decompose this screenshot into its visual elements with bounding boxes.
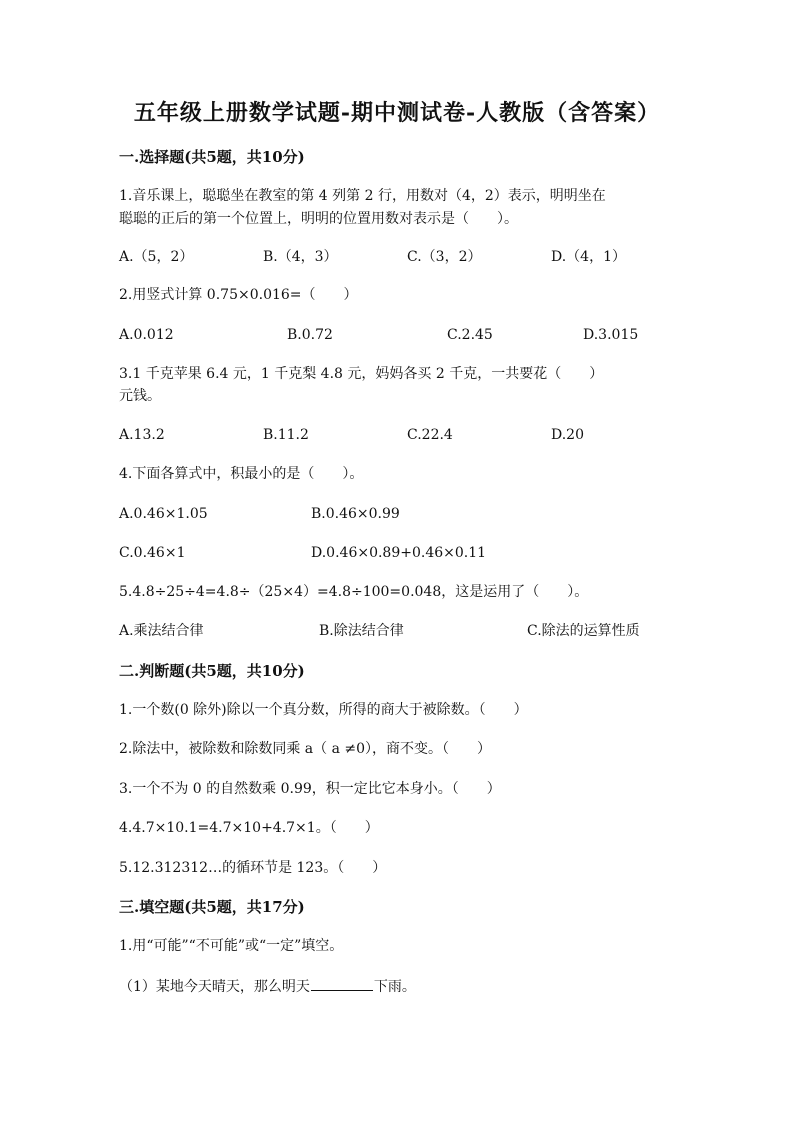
section-heading-judgement: 二.判断题(共5题，共10分) [119, 662, 305, 680]
question-text: 元钱。 [119, 388, 161, 404]
option-a: A.13.2 [119, 427, 165, 443]
option-c: C.22.4 [407, 427, 453, 443]
option-c: C.0.46×1 [119, 545, 186, 561]
option-b: B.（4，3） [263, 249, 338, 265]
option-a: A.（5，2） [119, 249, 194, 265]
question-text: 3.1 千克苹果 6.4 元，1 千克梨 4.8 元，妈妈各买 2 千克，一共要花（ ） [119, 366, 604, 382]
option-c: C.（3，2） [407, 249, 482, 265]
option-b: B.11.2 [263, 427, 309, 443]
judgement-item: 2.除法中，被除数和除数同乘 a（ a ≠0），商不变。（ ） [119, 741, 492, 757]
fill-subitem-after: 下雨。 [373, 979, 416, 995]
question-text: 2.用竖式计算 0.75×0.016=（ ） [119, 287, 358, 303]
section-heading-fill: 三.填空题(共5题，共17分) [119, 898, 305, 916]
option-a: A.0.012 [119, 327, 174, 343]
option-d: D.0.46×0.89+0.46×0.11 [311, 545, 487, 561]
option-d: D.20 [551, 427, 584, 443]
option-d: D.（4，1） [551, 249, 626, 265]
judgement-item: 3.一个不为 0 的自然数乘 0.99，积一定比它本身小。（ ） [119, 781, 501, 797]
question-text: 聪聪的正后的第一个位置上，明明的位置用数对表示是（ ）。 [119, 211, 518, 227]
fill-subitem [119, 976, 416, 997]
question-text: 1.音乐课上，聪聪坐在教室的第 4 列第 2 行，用数对（4，2）表示，明明坐在 [119, 188, 606, 204]
question-text: 4.下面各算式中，积最小的是（ ）。 [119, 466, 364, 482]
page-title: 五年级上册数学试题-期中测试卷-人教版（含答案） [133, 100, 661, 126]
judgement-item: 5.12.312312…的循环节是 123。（ ） [119, 860, 387, 876]
judgement-item: 1.一个数(0 除外)除以一个真分数，所得的商大于被除数。（ ） [119, 702, 528, 718]
option-b: B.0.72 [287, 327, 333, 343]
section-heading-choice: 一.选择题(共5题，共10分) [119, 148, 305, 166]
option-c: C.2.45 [447, 327, 493, 343]
option-a: A.0.46×1.05 [119, 506, 208, 522]
judgement-item: 4.4.7×10.1=4.7×10+4.7×1。（ ） [119, 820, 379, 836]
question-text: 5.4.8÷25÷4=4.8÷（25×4）=4.8÷100=0.048，这是运用了（ ）。 [119, 584, 589, 600]
fill-item: 1.用“可能”“不可能”或“一定”填空。 [119, 938, 344, 954]
option-b: B.除法结合律 [319, 623, 404, 639]
answer-blank[interactable] [311, 976, 373, 991]
option-b: B.0.46×0.99 [311, 506, 400, 522]
fill-subitem-before: （1）某地今天晴天，那么明天 [119, 979, 310, 995]
option-a: A.乘法结合律 [119, 623, 204, 639]
option-c: C.除法的运算性质 [527, 623, 640, 639]
option-d: D.3.015 [583, 327, 639, 343]
